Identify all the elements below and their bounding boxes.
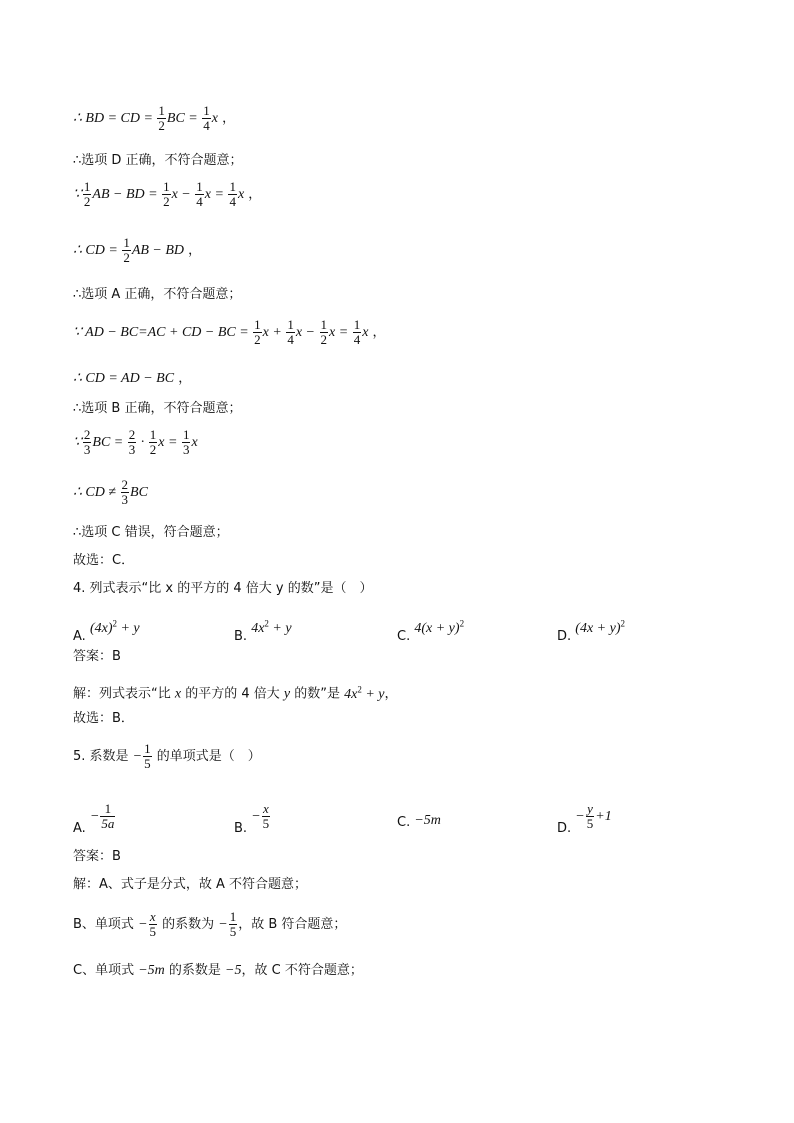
line-option-b: ∴选项 B 正确，不符合题意； — [73, 401, 242, 416]
line-two-thirds: ∵ $\frac{2}{3}$ BC = $\frac{2}{3}$ · $\frac{1}{2}$ x = $\frac{1}{3}$ x — [73, 427, 198, 457]
line-ab-bd: ∵ $\frac{1}{2}$ AB − BD = $\frac{1}{2}$ x − $\frac{1}{4}$ x = $\frac{1}{4}$ x ， — [73, 179, 262, 209]
q5-solution-b: B、单项式 − $\frac{x}{5}$ 的系数为 − $\frac{1}{5}$ ，故 B 符合题意； — [73, 909, 347, 939]
q5-solution-a: 解：A、式子是分式，故 A 不符合题意； — [73, 877, 308, 892]
line-choose-c: 故选：C． — [73, 553, 135, 568]
q4-option-c: C. $4(x + y)^2$ — [397, 618, 465, 644]
line-option-d: ∴选项 D 正确，不符合题意； — [73, 153, 243, 168]
line-bd-cd: ∴ BD = CD = $\frac{1}{2}$ BC = $\frac{1}{4}$ x ， — [73, 103, 236, 133]
line-cd-neq: ∴ CD ≠ $\frac{2}{3}$ BC — [73, 477, 148, 507]
q4-stem: 4. 列式表示“比 x 的平方的 4 倍大 y 的数”是（ ） — [73, 581, 373, 596]
line-option-a: ∴选项 A 正确，不符合题意； — [73, 287, 242, 302]
q4-option-a: A. $(4x)^2 + y$ — [73, 618, 140, 644]
q5-stem: 5. 系数是 − $\frac{1}{5}$ 的单项式是（ ） — [73, 741, 261, 771]
q4-choose: 故选：B． — [73, 711, 134, 726]
q5-option-b: B. − $\frac{x}{5}$ — [234, 801, 270, 836]
q4-option-b: B. $4x^2 + y$ — [234, 618, 292, 644]
q5-option-a: A. − $\frac{1}{5a}$ — [73, 801, 115, 836]
q5-answer: 答案：B — [73, 849, 121, 864]
q4-option-d: D. $(4x + y)^2$ — [557, 618, 625, 644]
q5-solution-c: C、单项式 −5m 的系数是 −5，故 C 不符合题意； — [73, 963, 363, 978]
line-cd-ab: ∴ CD = $\frac{1}{2}$ AB − BD ， — [73, 235, 202, 265]
q4-answer: 答案：B — [73, 649, 121, 664]
line-ad-bc: ∵ AD − BC=AC + CD − BC = $\frac{1}{2}$ x + $\frac{1}{4}$ x − $\frac{1}{2}$ x = $\frac{1}{4}$ x ， — [73, 317, 386, 347]
q4-solution: 解：列式表示“比 x 的平方的 4 倍大 y 的数”是 $4x^2 + y$， — [73, 684, 398, 702]
line-option-c: ∴选项 C 错误，符合题意； — [73, 525, 229, 540]
q5-option-c: C. −5m — [397, 813, 441, 830]
q5-option-d: D. − $\frac{y}{5}$ +1 — [557, 801, 612, 836]
line-cd-ad: ∴ CD = AD − BC ， — [73, 371, 192, 386]
